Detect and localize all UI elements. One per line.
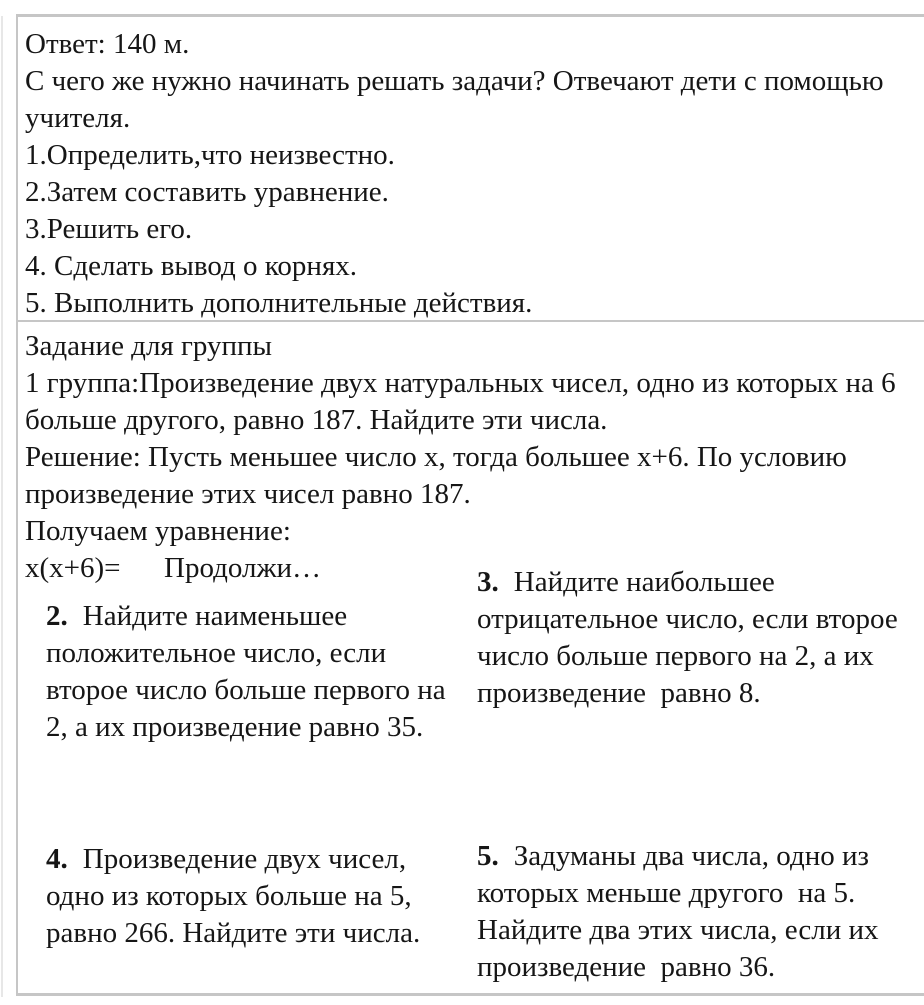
problem-3-text: Найдите наибольшее отрицательное число, если второе число больше первого на 2, а их произведение равно 8. xyxy=(477,566,905,709)
page-left-edge-line xyxy=(1,16,3,997)
solution-text: Решение: Пусть меньшее число х, тогда большее х+6. По условию произведение этих чисел равно 187. xyxy=(25,441,847,510)
problem-5-text: Задуманы два числа, одно из которых меньше другого на 5. Найдите два этих числа, если их произведение равно 36. xyxy=(477,840,886,983)
problem-3-number: 3. xyxy=(477,566,499,598)
table-row-answer-and-steps xyxy=(18,17,924,322)
problem-5 xyxy=(477,838,923,986)
step-5: 5. Выполнить дополнительные действия. xyxy=(25,287,533,319)
problem-4 xyxy=(46,841,454,952)
problem-4-text: Произведение двух чисел, одно из которых больше на 5, равно 266. Найдите эти числа. xyxy=(46,843,421,949)
answer-line: Ответ: 140 м. xyxy=(25,28,190,60)
equation-intro: Получаем уравнение: xyxy=(25,515,291,547)
problem-2-number: 2. xyxy=(46,600,68,632)
step-3: 3.Решить его. xyxy=(25,213,193,245)
problem-5-number: 5. xyxy=(477,840,499,872)
table-row-group-task xyxy=(18,322,924,994)
equation-line: х(х+6)= Продолжи… xyxy=(25,552,322,584)
problem-4-number: 4. xyxy=(46,843,68,875)
step-2: 2.Затем составить уравнение. xyxy=(25,176,389,208)
question-line: С чего же нужно начинать решать задачи? Отвечают дети с помощью учителя. xyxy=(25,65,884,134)
problem-3 xyxy=(477,564,909,712)
group-task-heading: Задание для группы xyxy=(25,330,273,362)
problem-2-text: Найдите наименьшее положительное число, если второе число больше первого на 2, а их произведение равно 35. xyxy=(46,600,453,743)
step-1: 1.Определить,что неизвестно. xyxy=(25,139,395,171)
problem-2 xyxy=(46,598,453,746)
step-4: 4. Сделать вывод о корнях. xyxy=(25,250,358,282)
group-1-task: 1 группа:Произведение двух натуральных чисел, одно из которых на 6 больше другого, равно 187. Найдите эти числа. xyxy=(25,367,896,436)
document-table xyxy=(16,14,924,996)
